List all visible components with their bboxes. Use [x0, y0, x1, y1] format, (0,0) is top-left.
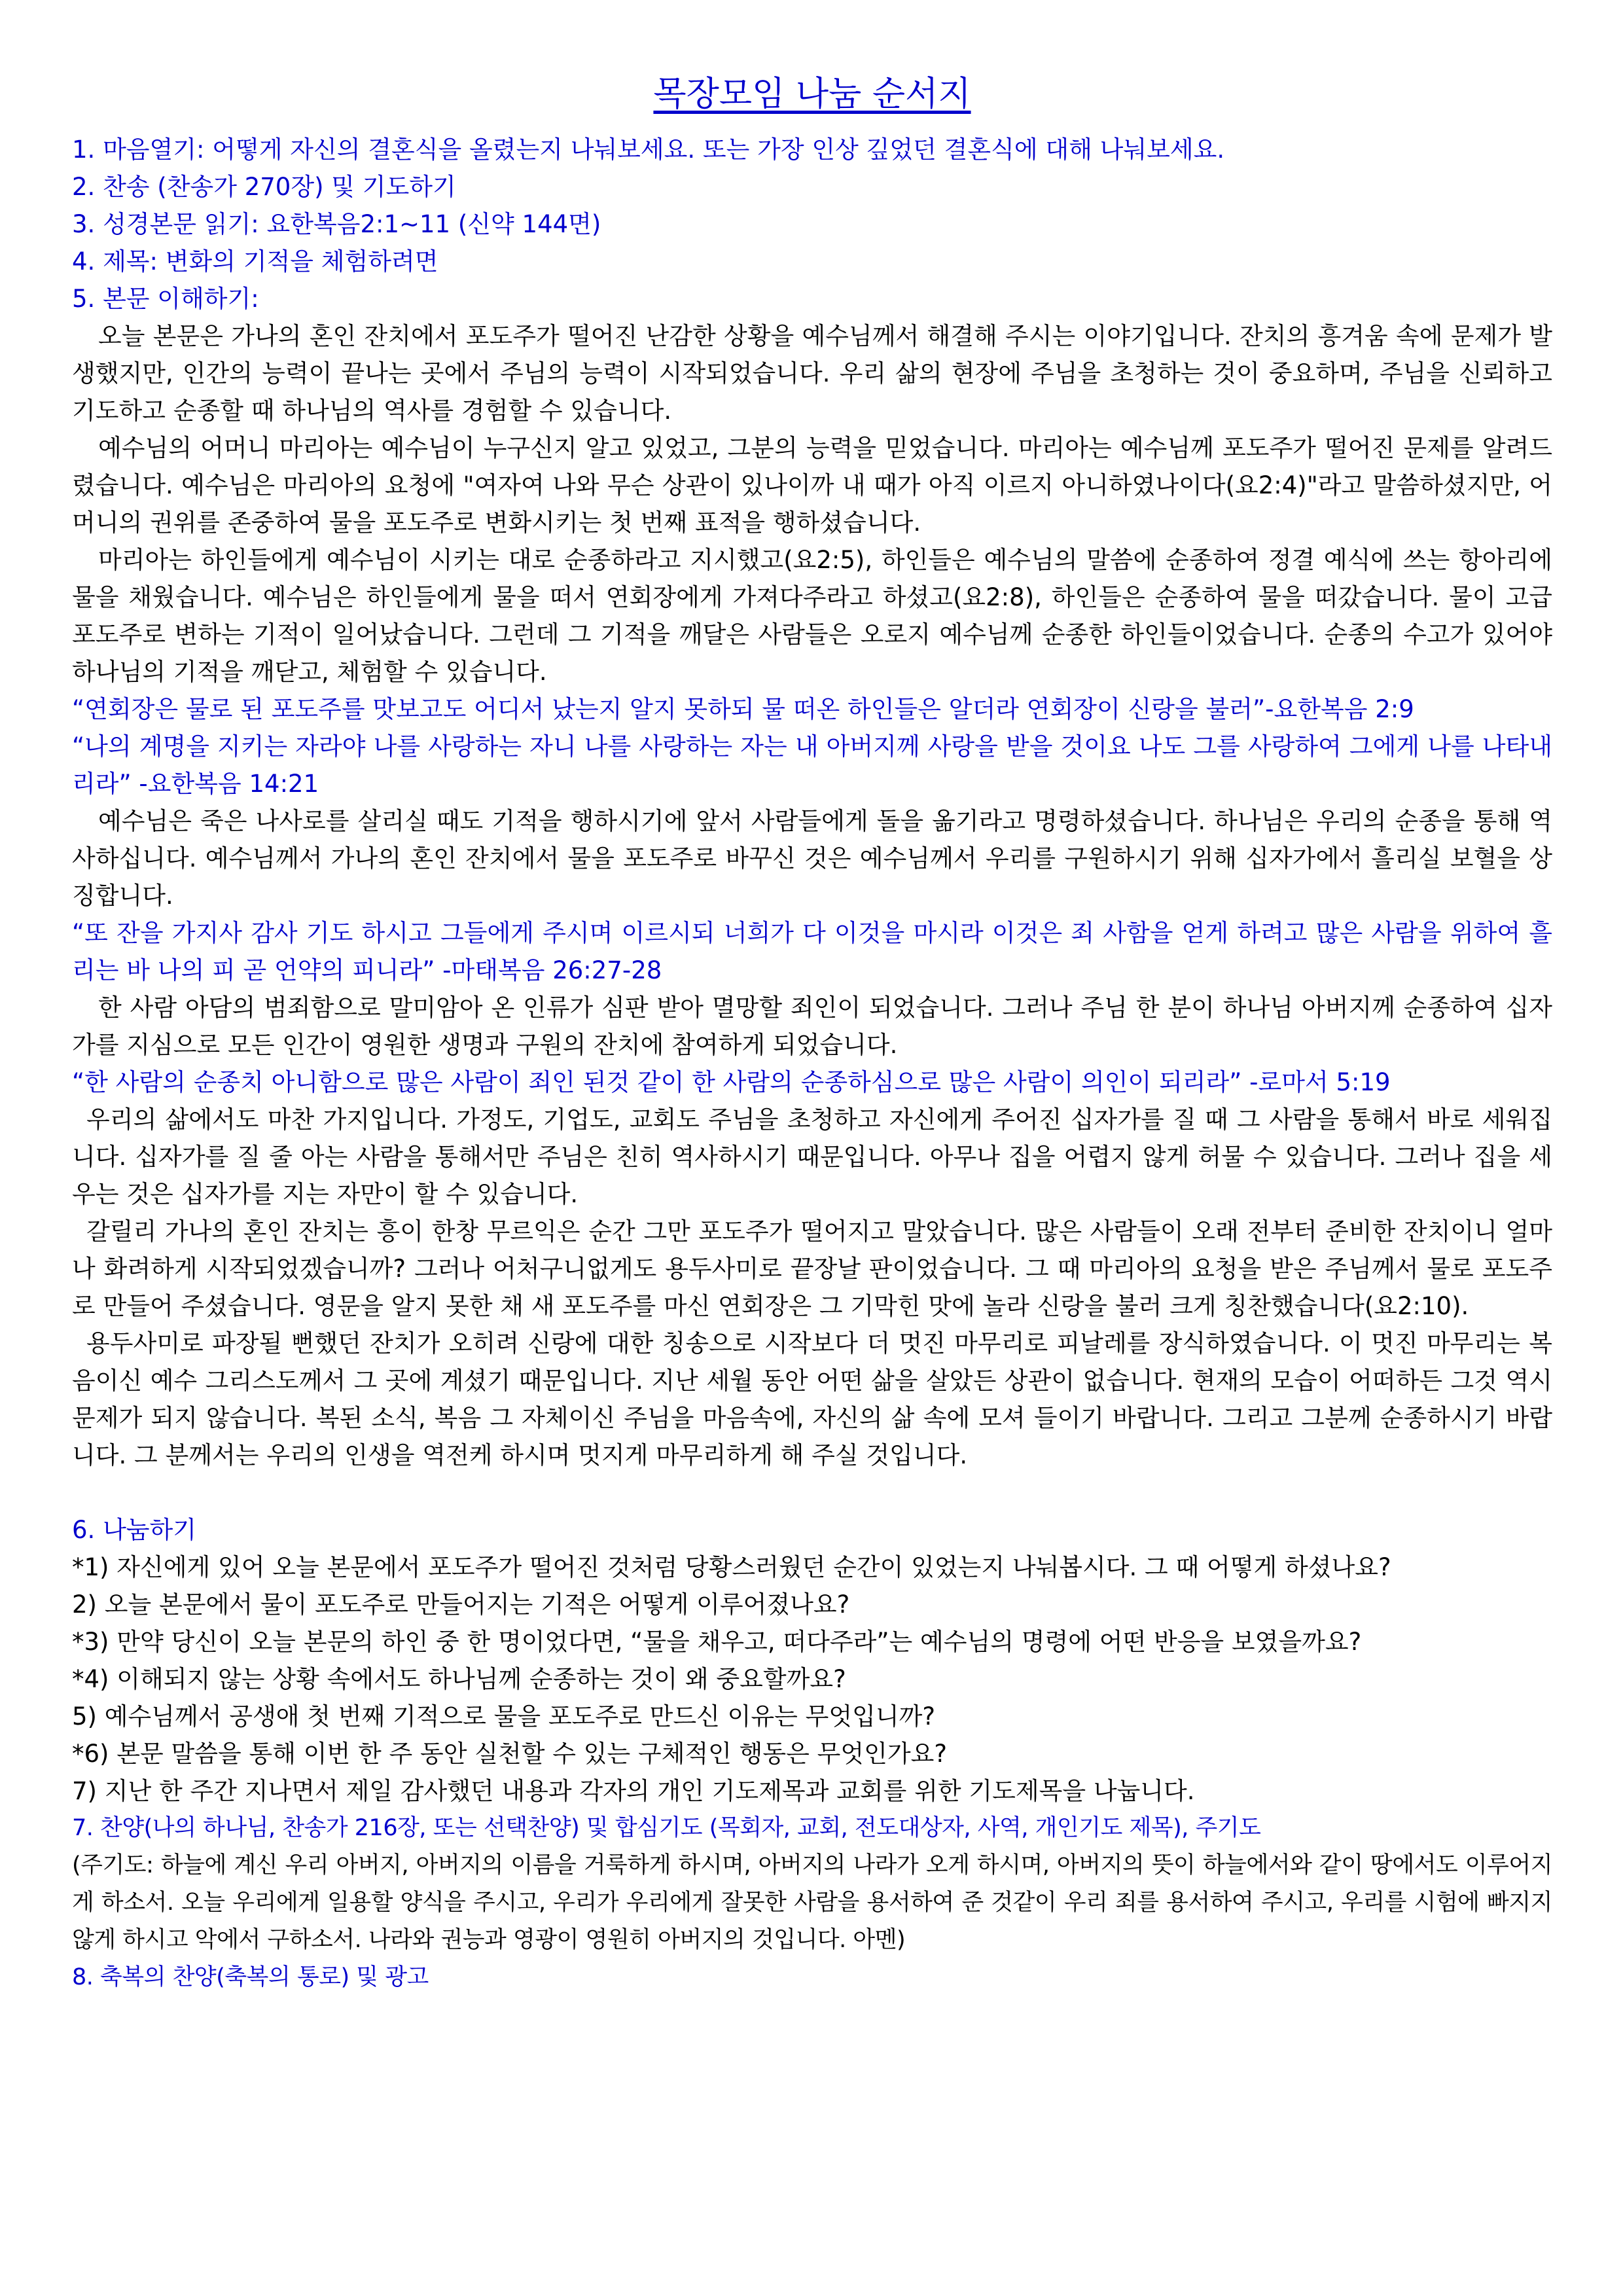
page-title: 목장모임 나눔 순서지	[653, 75, 971, 114]
item-hymn-prayer: 2. 찬송 (찬송가 270장) 및 기도하기	[72, 173, 456, 201]
body-paragraph: 오늘 본문은 가나의 혼인 잔치에서 포도주가 떨어진 난감한 상황을 예수님께서 해결해 주시는 이야기입니다. 잔치의 흥겨움 속에 문제가 발생했지만, 인간의 능력이 끝나는 곳에서 주님의 능력이 시작되었습니다. 우리 삶의 현장에 주님을 초청하는 것이 중요하며, 주님을 신뢰하고 기도하고 순종할 때 하나님의 역사를 경험할 수 있습니다.	[72, 322, 1552, 425]
item-scripture-reading: 3. 성경본문 읽기: 요한복음2:1~11 (신약 144면)	[72, 210, 601, 238]
scripture-quote: “나의 계명을 지키는 자라야 나를 사랑하는 자니 나를 사랑하는 자는 내 아버지께 사랑을 받을 것이요 나도 그를 사랑하여 그에게 나를 나타내리라” -요한복음 14:21	[72, 732, 1552, 798]
sharing-question: 5) 예수님께서 공생애 첫 번째 기적으로 물을 포도주로 만드신 이유는 무엇입니까?	[72, 1702, 935, 1731]
sharing-heading: 6. 나눔하기	[72, 1516, 197, 1544]
prayer-topics-sharing: 7) 지난 한 주간 지나면서 제일 감사했던 내용과 각자의 개인 기도제목과 교회를 위한 기도제목을 나눕니다.	[72, 1777, 1195, 1805]
body-paragraph: 갈릴리 가나의 혼인 잔치는 흥이 한창 무르익은 순간 그만 포도주가 떨어지고 말았습니다. 많은 사람들이 오래 전부터 준비한 잔치이니 얼마나 화려하게 시작되었겠습니까? 그러나 어처구니없게도 용두사미로 끝장날 판이었습니다. 그 때 마리아의 요청을 받은 주님께서 물로 포도주로 만들어 주셨습니다. 영문을 알지 못한 채 새 포도주를 마신 연회장은 그 기막힌 맛에 놀라 신랑을 불러 크게 칭찬했습니다(요2:10).	[72, 1217, 1552, 1320]
item-heart-opening: 1. 마음열기: 어떻게 자신의 결혼식을 올렸는지 나눠보세요. 또는 가장 인상 깊었던 결혼식에 대해 나눠보세요.	[72, 135, 1225, 164]
sharing-question: *3) 만약 당신이 오늘 본문의 하인 중 한 명이었다면, “물을 채우고, 떠다주라”는 예수님의 명령에 어떤 반응을 보였을까요?	[72, 1628, 1362, 1656]
sharing-question: 2) 오늘 본문에서 물이 포도주로 만들어지는 기적은 어떻게 이루어졌나요?	[72, 1590, 850, 1619]
scripture-quote: “한 사람의 순종치 아니함으로 많은 사람이 죄인 된것 같이 한 사람의 순종하심으로 많은 사람이 의인이 되리라” -로마서 5:19	[72, 1068, 1391, 1096]
body-paragraph: 용두사미로 파장될 뻔했던 잔치가 오히려 신랑에 대한 칭송으로 시작보다 더 멋진 마무리로 피날레를 장식하였습니다. 이 멋진 마무리는 복음이신 예수 그리스도께서 그 곳에 계셨기 때문입니다. 지난 세월 동안 어떤 삶을 살았든 상관이 없습니다. 현재의 모습이 어떠하든 그것 역시 문제가 되지 않습니다. 복된 소식, 복음 그 자체이신 주님을 마음속에, 자신의 삶 속에 모셔 들이기 바랍니다. 그리고 그분께 순종하시기 바랍니다. 그 분께서는 우리의 인생을 역전케 하시며 멋지게 마무리하게 해 주실 것입니다.	[72, 1329, 1552, 1469]
section-spacer	[72, 1474, 1552, 1511]
item-understanding-heading: 5. 본문 이해하기:	[72, 285, 259, 313]
scripture-quote: “또 잔을 가지사 감사 기도 하시고 그들에게 주시며 이르시되 너희가 다 이것을 마시라 이것은 죄 사함을 얻게 하려고 많은 사람을 위하여 흘리는 바 나의 피 곧 언약의 피니라” -마태복음 26:27-28	[72, 919, 1552, 984]
body-paragraph: 마리아는 하인들에게 예수님이 시키는 대로 순종하라고 지시했고(요2:5), 하인들은 예수님의 말씀에 순종하여 정결 예식에 쓰는 항아리에 물을 채웠습니다. 예수님은 하인들에게 물을 떠서 연회장에게 가져다주라고 하셨고(요2:8), 하인들은 순종하여 물을 떠갔습니다. 물이 고급 포도주로 변하는 기적이 일어났습니다. 그런데 그 기적을 깨달은 사람들은 오로지 예수님께 순종한 하인들이었습니다. 순종의 수고가 있어야 하나님의 기적을 깨닫고, 체험할 수 있습니다.	[72, 546, 1552, 686]
sharing-question: *1) 자신에게 있어 오늘 본문에서 포도주가 떨어진 것처럼 당황스러웠던 순간이 있었는지 나눠봅시다. 그 때 어떻게 하셨나요?	[72, 1553, 1391, 1581]
sharing-question: *4) 이해되지 않는 상황 속에서도 하나님께 순종하는 것이 왜 중요할까요?	[72, 1665, 846, 1693]
item-blessing-song: 8. 축복의 찬양(축복의 통로) 및 광고	[72, 1964, 429, 1990]
lords-prayer: (주기도: 하늘에 계신 우리 아버지, 아버지의 이름을 거룩하게 하시며, 아버지의 나라가 오게 하시며, 아버지의 뜻이 하늘에서와 같이 땅에서도 이루어지게 하소서. 오늘 우리에게 일용할 양식을 주시고, 우리가 우리에게 잘못한 사람을 용서하여 준 것같이 우리 죄를 용서하여 주시고, 우리를 시험에 빠지지 않게 하시고 악에서 구하소서. 나라와 권능과 영광이 영원히 아버지의 것입니다. 아멘)	[72, 1852, 1552, 1953]
body-paragraph: 예수님은 죽은 나사로를 살리실 때도 기적을 행하시기에 앞서 사람들에게 돌을 옮기라고 명령하셨습니다. 하나님은 우리의 순종을 통해 역사하십니다. 예수님께서 가나의 혼인 잔치에서 물을 포도주로 바꾸신 것은 예수님께서 우리를 구원하시기 위해 십자가에서 흘리실 보혈을 상징합니다.	[72, 807, 1552, 910]
sharing-question: *6) 본문 말씀을 통해 이번 한 주 동안 실천할 수 있는 구체적인 행동은 무엇인가요?	[72, 1740, 948, 1768]
item-sermon-title: 4. 제목: 변화의 기적을 체험하려면	[72, 247, 438, 276]
worksheet	[72, 72, 1552, 1996]
body-paragraph: 예수님의 어머니 마리아는 예수님이 누구신지 알고 있었고, 그분의 능력을 믿었습니다. 마리아는 예수님께 포도주가 떨어진 문제를 알려드렸습니다. 예수님은 마리아의 요청에 "여자여 나와 무슨 상관이 있나이까 내 때가 아직 이르지 아니하였나이다(요2:4)"라고 말씀하셨지만, 어머니의 권위를 존중하여 물을 포도주로 변화시키는 첫 번째 표적을 행하셨습니다.	[72, 434, 1552, 537]
scripture-quote: “연회장은 물로 된 포도주를 맛보고도 어디서 났는지 알지 못하되 물 떠온 하인들은 알더라 연회장이 신랑을 불러”-요한복음 2:9	[72, 695, 1414, 723]
item-worship-prayer: 7. 찬양(나의 하나님, 찬송가 216장, 또는 선택찬양) 및 합심기도 (목회자, 교회, 전도대상자, 사역, 개인기도 제목), 주기도	[72, 1815, 1261, 1841]
body-paragraph: 한 사람 아담의 범죄함으로 말미암아 온 인류가 심판 받아 멸망할 죄인이 되었습니다. 그러나 주님 한 분이 하나님 아버지께 순종하여 십자가를 지심으로 모든 인간이 영원한 생명과 구원의 잔치에 참여하게 되었습니다.	[72, 994, 1552, 1059]
body-paragraph: 우리의 삶에서도 마찬 가지입니다. 가정도, 기업도, 교회도 주님을 초청하고 자신에게 주어진 십자가를 질 때 그 사람을 통해서 바로 세워집니다. 십자가를 질 줄 아는 사람을 통해서만 주님은 친히 역사하시기 때문입니다. 아무나 집을 어렵지 않게 허물 수 있습니다. 그러나 집을 세우는 것은 십자가를 지는 자만이 할 수 있습니다.	[72, 1105, 1552, 1208]
